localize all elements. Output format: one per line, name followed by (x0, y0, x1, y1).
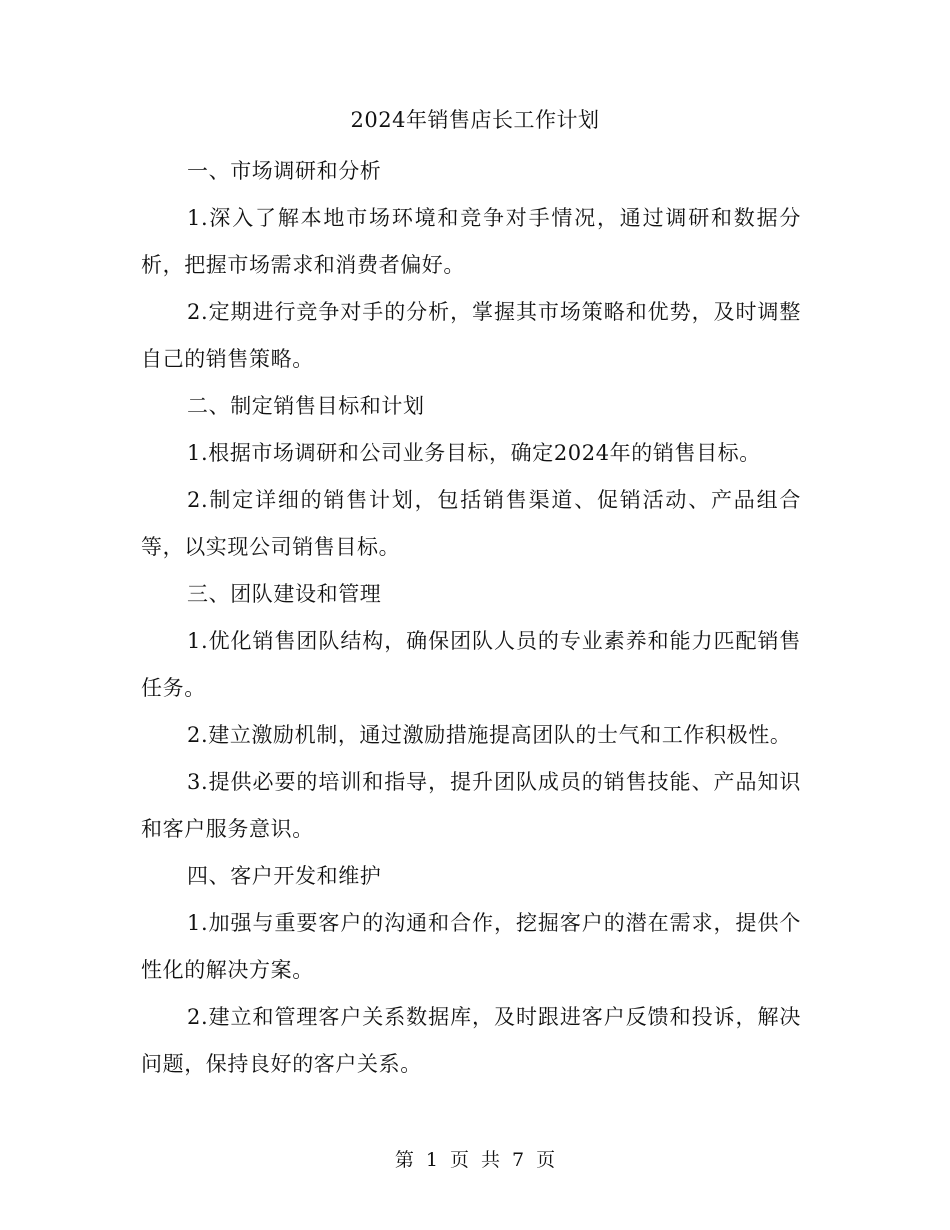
paragraph: 2.建立和管理客户关系数据库，及时跟进客户反馈和投诉，解决问题，保持良好的客户关系。 (141, 1005, 801, 1076)
section-heading-3: 三、团队建设和管理 (187, 582, 382, 606)
paragraph: 1.深入了解本地市场环境和竞争对手情况，通过调研和数据分析，把握市场需求和消费者偏好。 (141, 206, 801, 277)
paragraph: 1.加强与重要客户的沟通和合作，挖掘客户的潜在需求，提供个性化的解决方案。 (141, 911, 801, 982)
document-title: 2024年销售店长工作计划 (350, 108, 600, 132)
paragraph: 3.提供必要的培训和指导，提升团队成员的销售技能、产品知识和客户服务意识。 (141, 770, 801, 841)
section-heading-2: 二、制定销售目标和计划 (187, 394, 425, 418)
paragraph: 2.制定详细的销售计划，包括销售渠道、促销活动、产品组合等，以实现公司销售目标。 (141, 488, 801, 559)
section-heading-1: 一、市场调研和分析 (187, 159, 382, 183)
page-number-footer: 第 1 页 共 7 页 (394, 1149, 556, 1171)
section-heading-4: 四、客户开发和维护 (187, 864, 382, 888)
paragraph: 1.优化销售团队结构，确保团队人员的专业素养和能力匹配销售任务。 (141, 629, 801, 700)
paragraph: 2.建立激励机制，通过激励措施提高团队的士气和工作积极性。 (187, 723, 792, 747)
document-body (141, 148, 801, 1088)
paragraph: 2.定期进行竞争对手的分析，掌握其市场策略和优势，及时调整自己的销售策略。 (141, 300, 801, 371)
paragraph: 1.根据市场调研和公司业务目标，确定2024年的销售目标。 (187, 441, 761, 465)
